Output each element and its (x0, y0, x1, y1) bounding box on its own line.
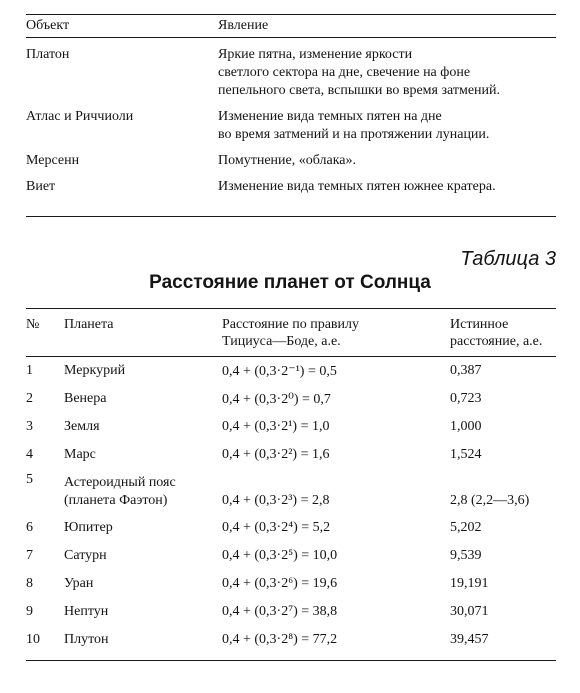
table-row (26, 542, 556, 570)
header-object: Объект (26, 18, 70, 33)
table-row (26, 514, 556, 542)
object-cell: Платон (26, 47, 70, 62)
formula-cell: 0,4 + (0,3·2⁸) = 77,2 (222, 632, 338, 647)
table-header-row (26, 15, 556, 37)
phenomenon-cell: Изменение вида темных пятен на дне во время затмений и на протяжении лунации. (218, 109, 490, 142)
number-cell: 9 (26, 604, 33, 619)
header-number: № (26, 317, 40, 332)
object-cell: Мерсенн (26, 153, 80, 168)
planet-cell: Астероидный пояс (планета Фаэтон) (64, 474, 176, 508)
formula-cell: 0,4 + (0,3·2³) = 2,8 (222, 493, 330, 508)
number-cell: 7 (26, 548, 33, 563)
formula-cell: 0,4 + (0,3·2⁷) = 38,8 (222, 604, 338, 619)
table-title: Расстояние планет от Солнца (149, 272, 431, 293)
number-cell: 4 (26, 447, 33, 462)
distance-cell: 1,524 (450, 447, 482, 462)
planet-cell: Плутон (64, 632, 109, 647)
phenomenon-cell: Помутнение, «облака». (218, 153, 357, 168)
table-row (26, 357, 556, 385)
formula-cell: 0,4 + (0,3·2²) = 1,6 (222, 447, 330, 462)
table-row (26, 46, 556, 100)
table-row (26, 469, 556, 514)
number-cell: 8 (26, 576, 33, 591)
table-bottom-rule (26, 660, 556, 661)
distance-cell: 39,457 (450, 632, 489, 647)
distance-cell: 5,202 (450, 520, 482, 535)
planet-cell: Меркурий (64, 363, 126, 378)
number-cell: 5 (26, 472, 33, 487)
distance-cell: 0,387 (450, 363, 482, 378)
number-cell: 2 (26, 391, 33, 406)
distance-cell: 2,8 (2,2—3,6) (450, 493, 530, 508)
table-row (26, 178, 556, 196)
formula-cell: 0,4 + (0,3·2⁰) = 0,7 (222, 391, 331, 407)
number-cell: 1 (26, 363, 33, 378)
observations-table (26, 14, 556, 217)
phenomenon-cell: Яркие пятна, изменение яркости светлого сектора на дне, свечение на фоне пепельного света, вспышки во время затмений. (218, 47, 501, 98)
number-cell: 3 (26, 419, 33, 434)
planet-cell: Сатурн (64, 548, 107, 563)
formula-cell: 0,4 + (0,3·2⁻¹) = 0,5 (222, 363, 337, 379)
formula-cell: 0,4 + (0,3·2⁵) = 10,0 (222, 548, 338, 563)
header-distance: Истинное расстояние, а.е. (450, 317, 543, 349)
table-row (26, 570, 556, 598)
distance-cell: 30,071 (450, 604, 489, 619)
phenomenon-cell: Изменение вида темных пятен южнее кратера. (218, 179, 496, 194)
planet-cell: Юпитер (64, 520, 113, 535)
table-row (26, 598, 556, 626)
distance-cell: 0,723 (450, 391, 482, 406)
table-header-row (26, 309, 556, 356)
distance-cell: 9,539 (450, 548, 482, 563)
table-row (26, 441, 556, 469)
planet-cell: Марс (64, 447, 96, 462)
table-header-rule (26, 37, 556, 38)
table-row (26, 152, 556, 170)
planet-distance-table (26, 308, 556, 661)
table-label: Таблица 3 (460, 248, 556, 270)
table-row (26, 385, 556, 413)
planet-cell: Земля (64, 419, 100, 434)
header-phenomenon: Явление (218, 18, 269, 33)
planet-cell: Нептун (64, 604, 109, 619)
distance-cell: 1,000 (450, 419, 482, 434)
table-row (26, 108, 556, 144)
number-cell: 10 (26, 632, 40, 647)
formula-cell: 0,4 + (0,3·2⁶) = 19,6 (222, 576, 338, 591)
table-row (26, 626, 556, 654)
formula-cell: 0,4 + (0,3·2⁴) = 5,2 (222, 520, 331, 535)
planet-cell: Уран (64, 576, 94, 591)
formula-cell: 0,4 + (0,3·2¹) = 1,0 (222, 419, 330, 434)
distance-cell: 19,191 (450, 576, 489, 591)
header-planet: Планета (64, 317, 114, 332)
number-cell: 6 (26, 520, 33, 535)
object-cell: Атлас и Риччиоли (26, 109, 134, 124)
table-bottom-rule (26, 216, 556, 217)
planet-cell: Венера (64, 391, 107, 406)
table-row (26, 413, 556, 441)
header-formula: Расстояние по правилу Тициуса—Боде, а.е. (222, 317, 360, 349)
object-cell: Виет (26, 179, 56, 194)
